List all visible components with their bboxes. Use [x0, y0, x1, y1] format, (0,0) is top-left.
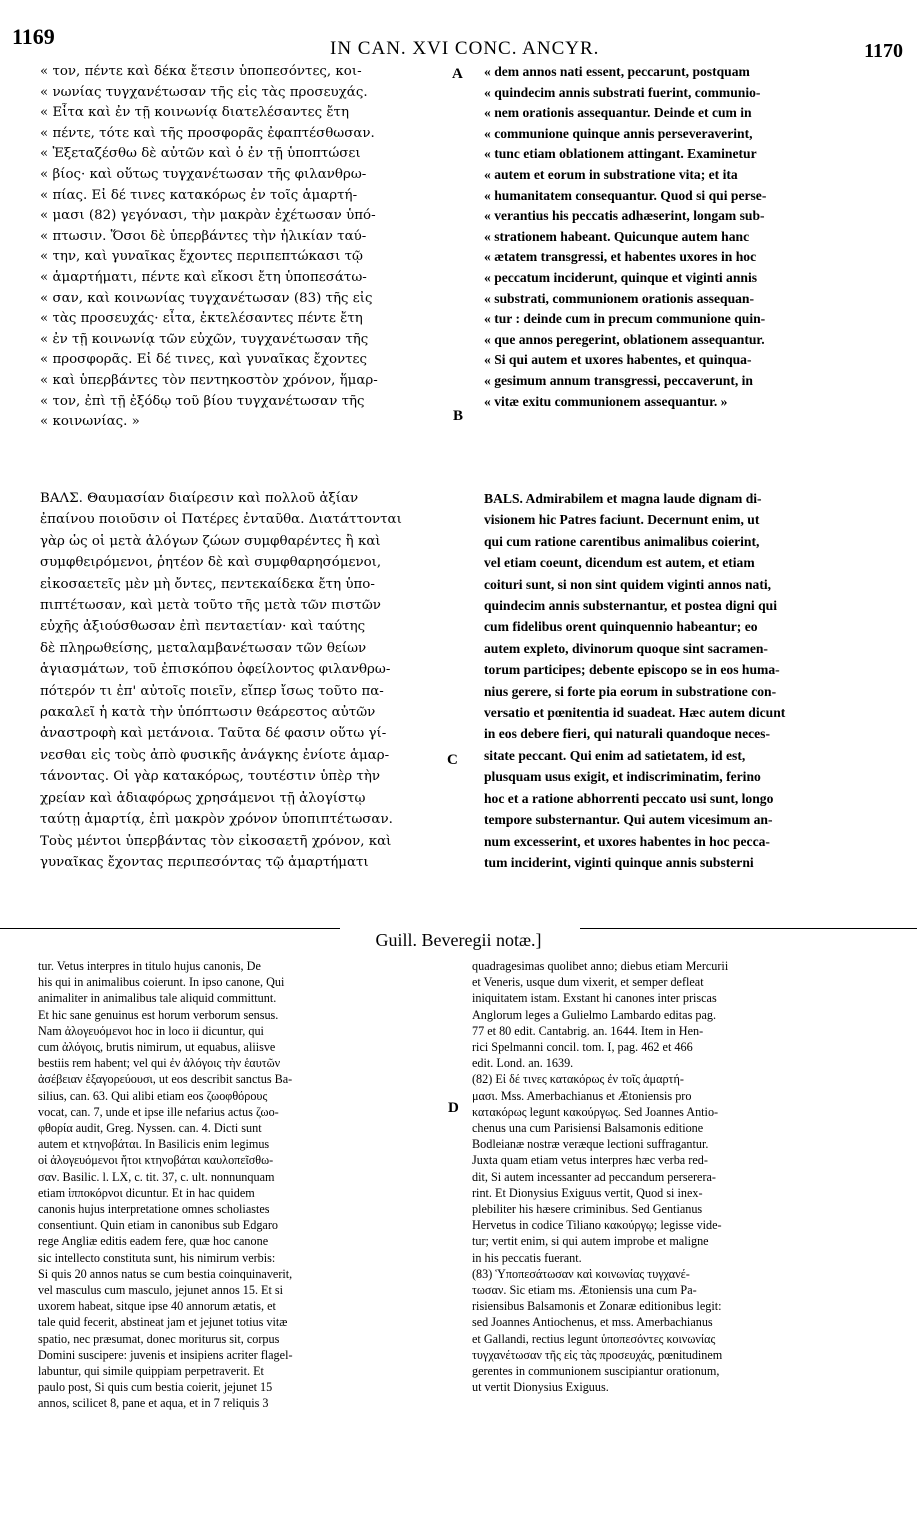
- text-line: et Veneris, usque dum vixerit, et semper defleat: [472, 975, 704, 990]
- text-line: labuntur, qui simile quippiam perpetraverit. Et: [38, 1364, 264, 1379]
- text-line: risiensibus Balsamonis et Zonaræ editionibus legit:: [472, 1299, 722, 1314]
- margin-letter-d: D: [448, 1100, 459, 1116]
- text-line: plusquam usus exigit, et indiscriminatim, ferino: [484, 769, 761, 785]
- text-line: Si quis 20 annos natus se cum bestia coinquinaverit,: [38, 1266, 293, 1281]
- text-line: tempore substernantur. Qui autem vicesimum an-: [484, 812, 773, 828]
- text-line: ΒΑΛΣ. Θαυμασίαν διαίρεσιν καὶ πολλοῦ ἀξίαν: [40, 491, 359, 506]
- text-line: γυναῖκας ἔχοντας περιπεσόντας τῷ ἁμαρτήματι: [40, 854, 369, 870]
- text-line: χρείαν καὶ ἀδιαφόρως χρησάμενοι τῇ ἀλογίστῳ: [40, 790, 366, 806]
- text-line: πότερόν τι ἐπ' αὐτοῖς ποιεῖν, εἴπερ ἴσως τοῦτο πα-: [40, 683, 384, 699]
- text-line: gerentes in communionem suscipiantur orationum,: [472, 1364, 720, 1379]
- text-line: versatio et pœnitentia id suadeat. Hæc autem dicunt: [484, 705, 786, 721]
- text-line: « ἁμαρτήματι, πέντε καὶ εἴκοσι ἔτη ὑποπεσάτω-: [40, 269, 367, 285]
- text-line: canonis hujus interpretatione omnes scholiastes: [38, 1202, 270, 1217]
- text-line: γὰρ ὡς οἱ μετὰ ἀλόγων ζώων συμφθαρέντες ἢ καὶ: [40, 533, 381, 549]
- text-line: (82) Εἰ δέ τινες κατακόρως ἐν τοῖς ἁμαρτή-: [472, 1072, 684, 1087]
- text-line: sic intellecto constituta sunt, his nimirum verbis:: [38, 1250, 276, 1265]
- text-line: coituri sunt, si non sint quidem viginti annos nati,: [484, 576, 772, 592]
- text-line: bestiis rem habent; vel qui ἐν ἀλόγοις τὴν ἑαυτῶν: [38, 1056, 281, 1071]
- text-line: « Εἶτα καὶ ἐν τῇ κοινωνίᾳ διατελέσαντες ἔτη: [40, 105, 349, 121]
- text-line: « autem et eorum in substratione vita; et ita: [484, 166, 738, 182]
- text-line: « νωνίας τυγχανέτωσαν τῆς εἰς τὰς προσευχάς.: [40, 84, 368, 100]
- text-line: vel etiam coeunt, dicendum est autem, et etiam: [484, 555, 755, 571]
- text-line: ταύτῃ ἁμαρτίᾳ, ἐπὶ μακρὸν χρόνον ὑποπιπτέτωσαν.: [40, 812, 393, 828]
- text-line: his qui in animalibus coierunt. In ipso canone, Qui: [38, 975, 285, 990]
- text-line: « ἐν τῇ κοινωνίᾳ τῶν εὐχῶν, τυγχανέτωσαν τῆς: [40, 331, 369, 347]
- text-line: Τοὺς μέντοι ὑπερβάντας τὸν εἰκοσαετῆ χρόνον, καὶ: [40, 833, 392, 849]
- page-number-right: 1170: [864, 40, 903, 62]
- text-line: Et hic sane genuinus est horum verborum sensus.: [38, 1007, 279, 1022]
- text-line: « προσφορᾶς. Εἰ δέ τινες, καὶ γυναῖκας ἔχοντες: [40, 352, 367, 368]
- text-line: « μασι (82) γεγόνασι, τὴν μακρὰν ἐχέτωσαν ὑπό-: [40, 208, 376, 224]
- text-line: tale quid fecerit, abstineat jam et jejunet totius vitæ: [38, 1315, 288, 1330]
- text-line: σαν. Basilic. l. LX, c. tit. 37, c. ult. nonnunquam: [38, 1169, 275, 1184]
- text-line: ut vertit Dionysius Exiguus.: [472, 1380, 609, 1395]
- text-line: edit. Lond. an. 1639.: [472, 1056, 574, 1071]
- text-line: autem et κτηνοβάται. In Basilicis enim legimus: [38, 1137, 270, 1152]
- margin-letter-b: B: [453, 408, 464, 424]
- text-line: torum participes; debente episcopo se in eos huma-: [484, 662, 780, 678]
- text-line: « quindecim annis substrati fuerint, communio-: [484, 84, 761, 100]
- text-line: « substrati, communionem orationis assequan-: [484, 290, 755, 306]
- text-line: Bodleianæ nostræ veræque lectioni suffragantur.: [472, 1137, 709, 1152]
- text-line: hoc et a ratione abhorrenti peccato usi sunt, longo: [484, 790, 774, 806]
- text-line: ἐπαίνου ποιοῦσιν οἱ Πατέρες ἐνταῦθα. Διατάττονται: [40, 512, 402, 528]
- notes-left-column: [38, 958, 450, 1412]
- text-line: tur. Vetus interpres in titulo hujus canonis, De: [38, 959, 261, 973]
- text-line: cum ἀλόγοις, brutis nimirum, ut equabus, aliisve: [38, 1040, 276, 1055]
- text-line: « dem annos nati essent, peccarunt, postquam: [484, 64, 750, 79]
- text-line: vocat, can. 7, unde et ipse ille nefarius actus ζωο-: [38, 1104, 279, 1119]
- text-line: φθορία audit, Greg. Nyssen. can. 4. Dicti sunt: [38, 1121, 262, 1136]
- running-head: IN CAN. XVI CONC. ANCYR.: [330, 38, 600, 59]
- text-line: « Ἐξεταζέσθω δὲ αὐτῶν καὶ ὁ ἐν τῇ ὑποπτώσει: [40, 146, 361, 162]
- notes-right-column: [472, 958, 892, 1395]
- notes-rule-left: [0, 928, 340, 929]
- text-line: συμφθειρόμενοι, ῥητέον δὲ καὶ συμφθαρησόμενοι,: [40, 555, 382, 571]
- text-line: « τον, πέντε καὶ δέκα ἔτεσιν ὑποπεσόντες, κοι-: [40, 64, 362, 79]
- text-line: consentiunt. Quin etiam in canonibus sub Edgaro: [38, 1218, 278, 1233]
- latin-balsamon-commentary: [484, 488, 910, 873]
- notes-rule-right: [580, 928, 917, 929]
- text-line: iniquitatem istam. Exstant hi canones inter priscas: [472, 991, 717, 1006]
- text-line: « τον, ἐπὶ τῇ ἐξόδῳ τοῦ βίου τυγχανέτωσαν τῆς: [40, 393, 365, 409]
- text-line: cum fidelibus orent quinquennio habeantur; eo: [484, 619, 758, 635]
- text-line: Domini suscipere: juvenis et insipiens acriter flagel-: [38, 1347, 293, 1362]
- text-line: « tur : deinde cum in precum communione quin-: [484, 311, 766, 327]
- greek-canon-text: [40, 62, 458, 433]
- page-header: [0, 16, 917, 62]
- text-line: tur; vertit enim, si qui autem improbe et maligne: [472, 1234, 709, 1249]
- text-line: « tunc etiam oblationem attingant. Examinetur: [484, 146, 757, 162]
- text-line: κατακόρως legunt κακούργως. Sed Joannes Antio-: [472, 1104, 719, 1119]
- text-line: nius gerere, si forte pia eorum in substratione con-: [484, 683, 777, 699]
- text-line: « βίος· καὶ οὕτως τυγχανέτωσαν τῆς φιλανθρω-: [40, 166, 367, 182]
- text-line: tum inciderint, viginti quinque annis substerni: [484, 854, 754, 870]
- latin-canon-text: [484, 62, 910, 412]
- text-line: ἀναστροφὴ καὶ μετάνοια. Ταῦτα δέ φασιν οὕτω γί-: [40, 726, 387, 742]
- text-line: rici Spelmanni concil. tom. I, pag. 462 et 466: [472, 1040, 693, 1055]
- text-line: « καὶ ὑπερβάντες τὸν πεντηκοστὸν χρόνον, ἥμαρ-: [40, 372, 378, 388]
- text-line: visionem hic Patres faciunt. Decernunt enim, ut: [484, 512, 760, 528]
- text-line: etiam ἱπποκόρνοι dicuntur. Et in hac quidem: [38, 1185, 255, 1200]
- text-line: Hervetus in codice Tiliano κακούργῳ; legisse vide-: [472, 1218, 722, 1233]
- text-line: πιπτέτωσαν, καὶ μετὰ τοῦτο τῆς μετὰ τῶν πιστῶν: [40, 598, 381, 614]
- text-line: qui cum ratione carentibus animalibus coierint,: [484, 533, 760, 549]
- text-line: « πίας. Εἰ δέ τινες κατακόρως ἐν τοῖς ἁμαρτή-: [40, 187, 358, 203]
- text-line: ἀσέβειαν ἐξαγορεύουσι, ut eos describit sanctus Ba-: [38, 1072, 293, 1087]
- text-line: « communione quinque annis perseveraverint,: [484, 125, 753, 141]
- text-line: δὲ πληρωθείσης, μεταλαμβανέτωσαν τῶν θείων: [40, 640, 367, 656]
- text-line: Anglorum leges a Gulielmo Lambardo editas pag.: [472, 1007, 717, 1022]
- text-line: quadragesimas quolibet anno; diebus etiam Mercurii: [472, 959, 729, 973]
- text-line: dit, Si autem incessanter ad peccandum perserera-: [472, 1169, 716, 1184]
- text-line: ρακαλεῖ ἡ κατὰ τὴν ὑπόπτωσιν θεάρεστος αὐτῶν: [40, 705, 376, 721]
- text-line: BALS. Admirabilem et magna laude dignam di-: [484, 491, 762, 506]
- text-line: « vitæ exitu communionem assequantur. »: [484, 393, 728, 409]
- text-line: annos, scilicet 8, pane et aqua, et in 7 reliquis 3: [38, 1396, 269, 1411]
- text-line: « την, καὶ γυναῖκας ἔχοντες περιπεπτώκασι τῷ: [40, 249, 363, 265]
- text-line: animaliter in animalibus tale aliquid committunt.: [38, 991, 277, 1006]
- text-line: rint. Et Dionysius Exiguus vertit, Quod si inex-: [472, 1185, 703, 1200]
- text-line: autem expleto, divinorum quoque sint sacramen-: [484, 640, 768, 656]
- text-line: τωσαν. Sic etiam ms. Ætoniensis una cum Pa-: [472, 1283, 697, 1298]
- text-line: in eos debere fieri, qui naturali quandoque neces-: [484, 726, 770, 742]
- text-line: « que annos peregerint, oblationem assequantur.: [484, 331, 765, 347]
- text-line: « ætatem transgressi, et habentes uxores in hoc: [484, 249, 757, 265]
- text-line: 77 et 80 edit. Cantabrig. an. 1644. Item in Hen-: [472, 1023, 704, 1038]
- text-line: εἰκοσαετεῖς μὲν μὴ ὄντες, πεντεκαίδεκα ἔτη ὑπο-: [40, 576, 375, 592]
- text-line: « σαν, καὶ κοινωνίας τυγχανέτωσαν (83) τῆς εἰς: [40, 290, 373, 306]
- margin-letter-a: A: [452, 66, 463, 82]
- greek-balsamon-commentary: [40, 488, 458, 873]
- margin-letter-c: C: [447, 752, 458, 768]
- text-line: chenus una cum Parisiensi Balsamonis editione: [472, 1121, 704, 1136]
- text-line: νεσθαι εἰς τοὺς ἀπὸ φυσικῆς ἀνάγκης ἐνίοτε ἁμαρ-: [40, 747, 390, 763]
- text-line: « Si qui autem et uxores habentes, et quinqua-: [484, 352, 752, 368]
- text-line: plebiliter his hæsere criminibus. Sed Gentianus: [472, 1202, 703, 1217]
- text-line: num excesserint, et uxores habentes in hoc pecca-: [484, 833, 770, 849]
- text-line: rege Angliæ editis eadem fere, quæ hoc canone: [38, 1234, 269, 1249]
- text-line: τυγχανέτωσαν τῆς εἰς τὰς προσευχάς, pœnitudinem: [472, 1347, 723, 1362]
- text-line: εὐχῆς ἀξιούσθωσαν ἐπὶ πενταετίαν· καὶ ταύτης: [40, 619, 366, 635]
- text-line: « strationem habeant. Quicunque autem hanc: [484, 228, 750, 244]
- text-line: τάνοντας. Οἱ γὰρ κατακόρως, τουτέστιν ὑπὲρ τὴν: [40, 769, 380, 785]
- text-line: Juxta quam etiam vetus interpres hæc verba red-: [472, 1153, 708, 1168]
- text-line: paulo post, Si quis cum bestia coierit, jejunet 15: [38, 1380, 273, 1395]
- text-line: uxorem habeat, sitque ipse 40 annorum ætatis, et: [38, 1299, 276, 1314]
- text-line: μασι. Mss. Amerbachianus et Ætoniensis pro: [472, 1088, 692, 1103]
- text-line: « τὰς προσευχάς· εἶτα, ἐκτελέσαντες πέντε ἔτη: [40, 311, 363, 327]
- text-line: « πέντε, τότε καὶ τῆς προσφορᾶς ἐφαπτέσθωσαν.: [40, 125, 375, 141]
- text-line: « gesimum annum transgressi, peccaverunt, in: [484, 372, 753, 388]
- text-line: silius, can. 63. Qui alibi etiam eos ζωοφθόρους: [38, 1088, 268, 1103]
- text-line: « nem orationis assequantur. Deinde et cum in: [484, 105, 752, 121]
- text-line: (83) Ὑποπεσάτωσαν καὶ κοινωνίας τυγχανέ-: [472, 1266, 690, 1281]
- text-line: « humanitatem consequantur. Quod si qui perse-: [484, 187, 767, 203]
- text-line: vel masculus cum masculo, jejunet annos 15. Et si: [38, 1283, 284, 1298]
- text-line: « peccatum inciderunt, quinque et viginti annis: [484, 269, 758, 285]
- text-line: « κοινωνίας. »: [40, 414, 140, 430]
- text-line: sed Joannes Antiochenus, et mss. Amerbachianus: [472, 1315, 713, 1330]
- text-line: et Gallandi, rectius legunt ὑποπεσόντες κοινωνίας: [472, 1331, 716, 1346]
- page-number-left: 1169: [12, 24, 55, 49]
- text-line: quindecim annis substernantur, et postea digni qui: [484, 598, 777, 614]
- notes-heading: Guill. Beveregii notæ.]: [375, 930, 542, 950]
- text-line: sitate peccant. Qui enim ad satietatem, id est,: [484, 747, 746, 763]
- text-line: spatio, nec præsumat, donec moriturus sit, corpus: [38, 1331, 280, 1346]
- text-line: οἱ ἀλογευόμενοι ἤτοι κτηνοβάται καυλοπεῖσθω-: [38, 1153, 274, 1168]
- text-line: Nam ἀλογευόμενοι hoc in loco ii dicuntur, qui: [38, 1023, 264, 1038]
- text-line: « verantius his peccatis adhæserint, longam sub-: [484, 208, 765, 224]
- text-line: « πτωσιν. Ὅσοι δὲ ὑπερβάντες τὴν ἡλικίαν ταύ-: [40, 228, 367, 244]
- text-line: in his peccatis fuerant.: [472, 1250, 582, 1265]
- text-line: ἁγιασμάτων, τοῦ ἐπισκόπου ὀφείλοντος φιλανθρω-: [40, 662, 391, 678]
